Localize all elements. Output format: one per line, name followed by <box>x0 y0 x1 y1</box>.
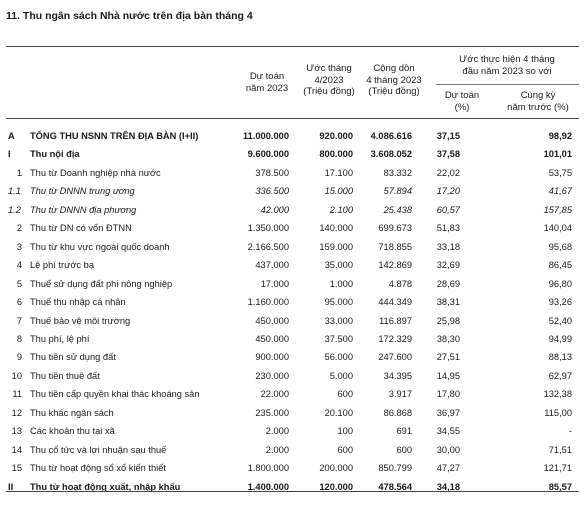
row-value: 30,00 <box>436 444 460 455</box>
table-row <box>0 276 586 292</box>
row-value: 115,00 <box>544 407 572 418</box>
row-value: 142.869 <box>378 260 412 271</box>
row-value: 1.800.000 <box>247 463 289 474</box>
header-so-du-toan: Dự toán (%) <box>444 90 480 113</box>
row-label: TỔNG THU NSNN TRÊN ĐỊA BÀN (I+II) <box>30 131 199 141</box>
row-code: I <box>8 149 11 160</box>
row-code: 14 <box>11 444 22 455</box>
row-value: 17.000 <box>260 278 289 289</box>
row-value: 11.000.000 <box>242 131 289 141</box>
row-value: 15.000 <box>324 186 353 197</box>
row-label: Thuế bảo vệ môi trường <box>30 315 131 326</box>
row-value: 98,92 <box>548 131 572 141</box>
row-label: Thuế thu nhập cá nhân <box>30 297 126 308</box>
row-code: 1.1 <box>8 186 21 197</box>
row-label: Thu tiền sử dụng đất <box>30 352 116 363</box>
row-value: 36,97 <box>436 407 460 418</box>
header-du-toan: Dự toán năm 2023 <box>245 71 289 94</box>
table-row <box>0 423 586 439</box>
row-value: 95,68 <box>548 241 572 252</box>
row-code: 1.2 <box>8 204 21 215</box>
row-value: 25,98 <box>436 315 460 326</box>
row-value: 1.160.000 <box>247 297 289 308</box>
row-value: 17,80 <box>436 389 460 400</box>
row-value: 47,27 <box>436 463 460 474</box>
row-value: 235.000 <box>255 407 289 418</box>
row-value: 121,71 <box>543 463 572 474</box>
row-label: Thu từ khu vực ngoài quốc doanh <box>30 241 170 252</box>
row-value: 62,97 <box>548 370 572 381</box>
header-uoc-thang: Ước tháng 4/2023 (Triệu đồng) <box>303 63 355 97</box>
row-label: Thu phí, lệ phí <box>30 333 90 344</box>
row-code: 4 <box>16 260 22 271</box>
row-label: Thu từ DN có vốn ĐTNN <box>30 223 132 234</box>
row-value: 33.000 <box>324 315 353 326</box>
row-code: 1 <box>16 167 22 178</box>
row-value: 34.395 <box>383 370 412 381</box>
row-value: 600 <box>337 389 353 400</box>
row-value: 28,69 <box>436 278 460 289</box>
row-value: 450.000 <box>255 315 289 326</box>
row-label: Thu khác ngân sách <box>30 407 114 418</box>
row-value: 3.608.052 <box>370 149 412 160</box>
row-value: 247.600 <box>378 352 412 363</box>
row-value: 93,26 <box>548 297 572 308</box>
row-value: 38,31 <box>436 297 460 308</box>
row-value: 37,58 <box>436 149 460 160</box>
row-value: 100 <box>337 426 353 437</box>
row-code: 10 <box>11 370 22 381</box>
row-value: 600 <box>396 444 412 455</box>
row-value: 850.799 <box>378 463 412 474</box>
table-row <box>0 386 586 402</box>
header-bottom-rule <box>6 118 579 119</box>
table-row <box>0 202 586 218</box>
row-value: - <box>568 426 572 437</box>
row-value: 172.329 <box>378 333 412 344</box>
row-value: 53,75 <box>548 167 572 178</box>
row-value: 159.000 <box>319 241 353 252</box>
row-label: Thuế sử dụng đất phi nông nghiệp <box>30 278 173 289</box>
row-value: 600 <box>337 444 353 455</box>
row-code: 13 <box>11 426 22 437</box>
row-value: 37.500 <box>324 333 353 344</box>
row-value: 4.086.616 <box>370 131 412 141</box>
table-title: 11. Thu ngân sách Nhà nước trên địa bàn tháng 4 <box>6 10 253 22</box>
row-value: 94,99 <box>548 333 572 344</box>
table-row <box>0 239 586 255</box>
row-code: 3 <box>16 241 22 252</box>
table-row <box>0 349 586 365</box>
row-value: 230.000 <box>255 370 289 381</box>
row-label: Thu cổ tức và lợi nhuận sau thuế <box>30 444 167 455</box>
row-label: Thu tiền cấp quyền khai thác khoáng sản <box>30 389 200 400</box>
header-group: Ước thực hiện 4 tháng đầu năm 2023 so với <box>459 54 555 77</box>
row-value: 38,30 <box>436 333 460 344</box>
row-label: Thu tiền thuê đất <box>30 370 100 381</box>
row-value: 22.000 <box>260 389 289 400</box>
row-value: 478.564 <box>378 481 412 492</box>
row-value: 86.868 <box>383 407 412 418</box>
table-row <box>0 479 586 495</box>
row-value: 86,45 <box>548 260 572 271</box>
row-value: 17,20 <box>436 186 460 197</box>
table-row <box>0 294 586 310</box>
row-value: 33,18 <box>436 241 460 252</box>
row-value: 140,04 <box>543 223 572 234</box>
table-row <box>0 183 586 199</box>
row-value: 2.100 <box>329 204 353 215</box>
row-value: 96,80 <box>548 278 572 289</box>
row-value: 95.000 <box>324 297 353 308</box>
row-value: 2.000 <box>265 426 289 437</box>
row-value: 34,55 <box>436 426 460 437</box>
table-row <box>0 220 586 236</box>
row-value: 60,57 <box>436 204 460 215</box>
row-value: 52,40 <box>548 315 572 326</box>
row-label: Thu từ hoạt động xuất, nhập khẩu <box>30 481 181 492</box>
table-row <box>0 165 586 181</box>
row-value: 25.438 <box>383 204 412 215</box>
top-rule <box>6 46 579 47</box>
row-value: 437.000 <box>255 260 289 271</box>
row-value: 900.000 <box>255 352 289 363</box>
row-value: 699.673 <box>378 223 412 234</box>
row-value: 34,18 <box>436 481 460 492</box>
row-value: 1.350.000 <box>247 223 289 234</box>
row-value: 83.332 <box>383 167 412 178</box>
row-value: 920.000 <box>319 131 353 141</box>
row-value: 3.917 <box>388 389 412 400</box>
header-cong-don: Cộng dồn 4 tháng 2023 (Triệu đồng) <box>366 63 422 97</box>
row-value: 17.100 <box>324 167 353 178</box>
row-label: Thu từ DNNN trung ương <box>30 186 135 197</box>
table-row <box>0 442 586 458</box>
row-code: 5 <box>16 278 22 289</box>
row-code: II <box>8 481 14 492</box>
row-value: 2.166.500 <box>247 241 289 252</box>
row-value: 71,51 <box>548 444 572 455</box>
group-rule <box>436 84 579 85</box>
header-cung-ky: Cùng kỳ năm trước (%) <box>507 90 569 113</box>
row-value: 9.600.000 <box>247 149 289 160</box>
row-code: A <box>8 131 15 141</box>
row-code: 11 <box>12 389 22 400</box>
row-value: 5.000 <box>329 370 353 381</box>
row-code: 12 <box>11 407 22 418</box>
row-value: 88,13 <box>548 352 572 363</box>
row-code: 15 <box>11 463 22 474</box>
row-value: 14,95 <box>436 370 460 381</box>
table-row <box>0 128 586 144</box>
row-value: 116.897 <box>379 315 412 326</box>
table-row <box>0 257 586 273</box>
row-value: 41,67 <box>548 186 572 197</box>
table-row <box>0 460 586 476</box>
row-value: 444.349 <box>378 297 412 308</box>
row-value: 20.100 <box>324 407 353 418</box>
row-value: 157,85 <box>543 204 572 215</box>
row-value: 718.855 <box>378 241 412 252</box>
row-label: Lệ phí trước bạ <box>30 260 95 271</box>
row-value: 37,15 <box>436 131 460 141</box>
row-value: 22,02 <box>436 167 460 178</box>
row-value: 42.000 <box>260 204 289 215</box>
row-label: Thu từ Doanh nghiệp nhà nước <box>30 167 161 178</box>
row-value: 27,51 <box>436 352 460 363</box>
bottom-rule <box>6 491 579 492</box>
row-label: Thu từ hoạt động sổ xố kiến thiết <box>30 463 166 474</box>
table-row <box>0 146 586 162</box>
row-value: 200.000 <box>319 463 353 474</box>
row-value: 450.000 <box>255 333 289 344</box>
row-value: 378.500 <box>255 167 289 178</box>
row-value: 35.000 <box>324 260 353 271</box>
row-code: 6 <box>16 297 22 308</box>
row-value: 1.000 <box>329 278 353 289</box>
row-value: 2.000 <box>265 444 289 455</box>
row-value: 32,69 <box>436 260 460 271</box>
row-code: 7 <box>16 315 22 326</box>
row-value: 800.000 <box>319 149 353 160</box>
row-value: 85,57 <box>548 481 572 492</box>
row-code: 9 <box>16 352 22 363</box>
row-value: 4.878 <box>388 278 412 289</box>
row-value: 1.400.000 <box>247 481 289 492</box>
row-value: 140.000 <box>319 223 353 234</box>
row-value: 57.894 <box>383 186 412 197</box>
row-value: 132,38 <box>543 389 572 400</box>
row-label: Thu nội địa <box>30 149 80 160</box>
row-value: 56.000 <box>324 352 353 363</box>
row-value: 51,83 <box>436 223 460 234</box>
row-value: 101,01 <box>543 149 572 160</box>
table-row <box>0 313 586 329</box>
table-row <box>0 368 586 384</box>
row-value: 691 <box>396 426 412 437</box>
row-code: 8 <box>16 333 22 344</box>
row-value: 120.000 <box>319 481 353 492</box>
row-value: 336.500 <box>255 186 289 197</box>
row-code: 2 <box>16 223 22 234</box>
row-label: Thu từ DNNN địa phương <box>30 204 137 215</box>
table-row <box>0 405 586 421</box>
row-label: Các khoản thu tại xã <box>30 426 115 437</box>
table-row <box>0 331 586 347</box>
